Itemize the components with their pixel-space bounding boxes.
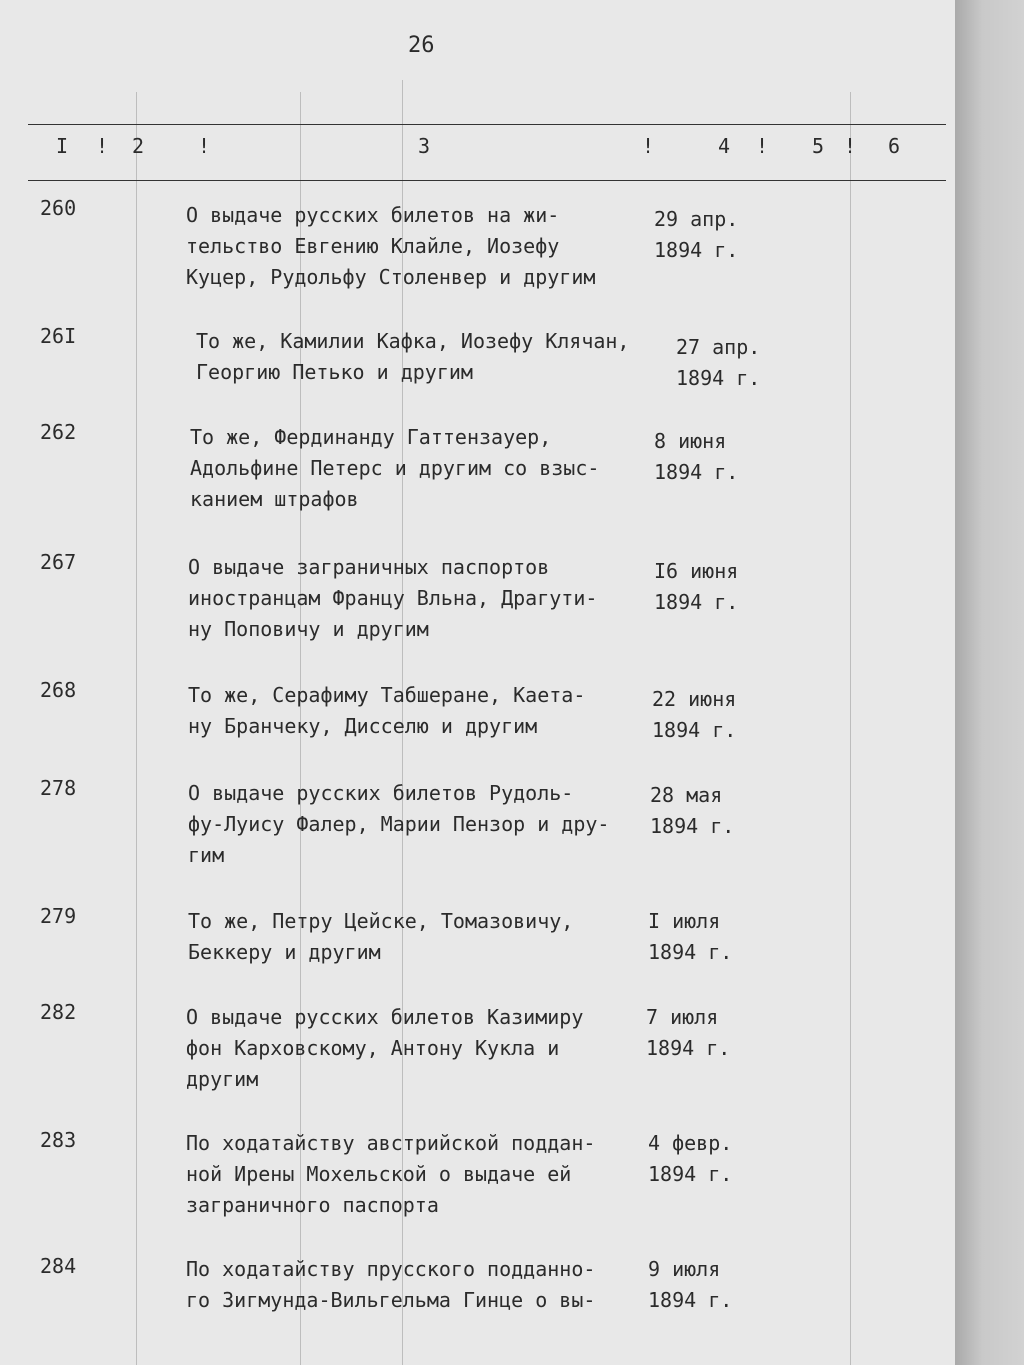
header-rule-bottom — [28, 180, 946, 181]
column-separator: ! — [198, 134, 211, 158]
entry-description: О выдаче русских билетов на жи- тельство Евгению Клайле, Иозефу Куцер, Рудольфу Столенвер и другим — [186, 203, 596, 289]
entry-description: О выдаче русских билетов Казимиру фон Карховскому, Антону Кукла и другим — [186, 1005, 584, 1091]
entry-number: 262 — [40, 420, 77, 444]
entry-number: 268 — [40, 678, 77, 702]
entry-description: По ходатайству австрийской поддан- ной Ирены Мохельской о выдаче ей заграничного паспорта — [186, 1131, 596, 1217]
header-rule-top — [28, 124, 946, 125]
entry-description: О выдаче русских билетов Рудоль- фу-Луису Фалер, Марии Пензор и дру- гим — [188, 781, 610, 867]
column-separator: ! — [96, 134, 109, 158]
column-header-6: 6 — [888, 134, 901, 158]
column-guide-line — [850, 92, 851, 1365]
entry-date: 7 июля 1894 г. — [646, 1005, 731, 1060]
entry-number: 267 — [40, 550, 77, 574]
entry-description: То же, Фердинанду Гаттензауер, Адольфине Петерс и другим со взыс- канием штрафов — [190, 425, 600, 511]
entry-number: 278 — [40, 776, 77, 800]
column-header-4: 4 — [718, 134, 731, 158]
entry-number: 284 — [40, 1254, 77, 1278]
column-header-1: I — [56, 134, 69, 158]
page-edge-shadow — [955, 0, 1024, 1365]
entry-date: 9 июля 1894 г. — [648, 1257, 733, 1312]
entry-number: 260 — [40, 196, 77, 220]
column-header-2: 2 — [132, 134, 145, 158]
entry-description: По ходатайству прусского подданно- го Зигмунда-Вильгельма Гинце о вы- — [186, 1257, 596, 1312]
entry-number: 26I — [40, 324, 77, 348]
entry-description: О выдаче заграничных паспортов иностранцам Францу Вльна, Драгути- ну Поповичу и другим — [188, 555, 598, 641]
column-header-5: 5 — [812, 134, 825, 158]
entry-number: 283 — [40, 1128, 77, 1152]
column-separator: ! — [756, 134, 769, 158]
entry-number: 282 — [40, 1000, 77, 1024]
entry-date: 28 мая 1894 г. — [650, 783, 735, 838]
entry-date: I июля 1894 г. — [648, 909, 733, 964]
entry-number: 279 — [40, 904, 77, 928]
entry-date: 4 февр. 1894 г. — [648, 1131, 733, 1186]
page-number: 26 — [408, 33, 435, 58]
entry-date: 22 июня 1894 г. — [652, 687, 737, 742]
entry-description: То же, Камилии Кафка, Иозефу Клячан, Георгию Петько и другим — [196, 329, 630, 384]
entry-description: То же, Петру Цейске, Томазовичу, Беккеру и другим — [188, 909, 574, 964]
entry-date: 27 апр. 1894 г. — [676, 335, 761, 390]
entry-date: 29 апр. 1894 г. — [654, 207, 739, 262]
entry-date: 8 июня 1894 г. — [654, 429, 739, 484]
column-separator: ! — [844, 134, 857, 158]
column-header-3: 3 — [418, 134, 431, 158]
entry-date: I6 июня 1894 г. — [654, 559, 739, 614]
column-separator: ! — [642, 134, 655, 158]
entry-description: То же, Серафиму Табшеране, Каета- ну Бранчеку, Дисселю и другим — [188, 683, 586, 738]
column-guide-line — [136, 92, 137, 1365]
